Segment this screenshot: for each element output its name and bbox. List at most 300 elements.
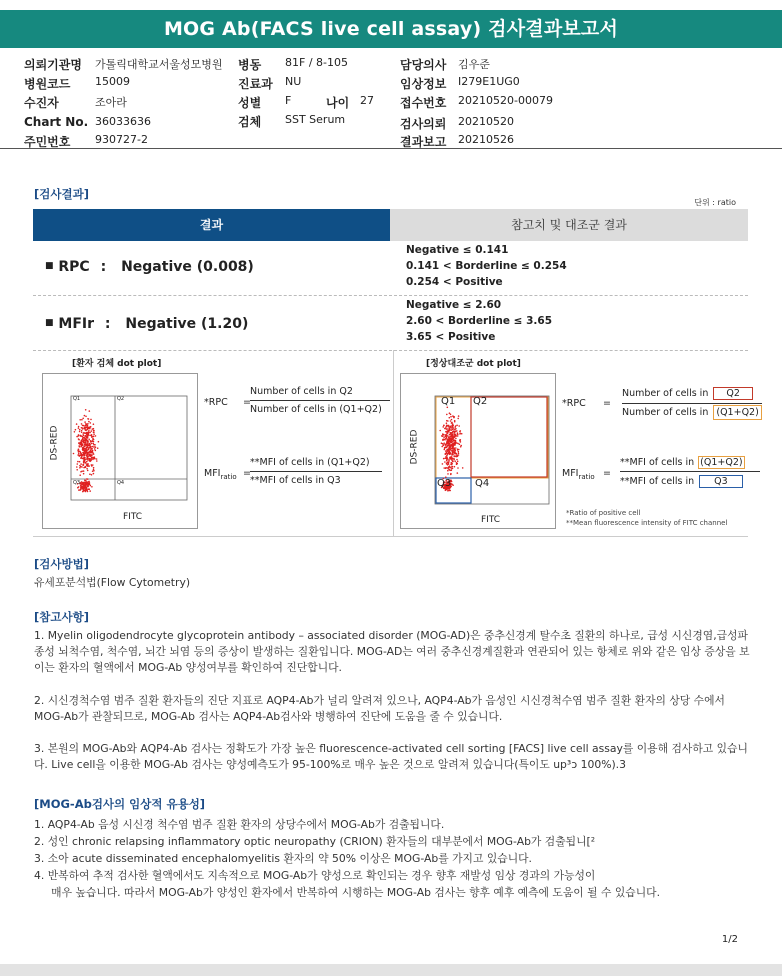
control-mfi-label bbox=[562, 468, 595, 481]
scatter-dot bbox=[86, 482, 88, 484]
mfir-ref-line: 2.60 < Borderline ≤ 3.65 bbox=[406, 315, 553, 327]
scatter-dot bbox=[79, 431, 81, 433]
scatter-dot bbox=[450, 474, 452, 476]
scatter-dot bbox=[79, 419, 81, 421]
scatter-dot bbox=[442, 433, 444, 435]
scatter-dot bbox=[95, 435, 97, 437]
scatter-dot bbox=[79, 446, 81, 448]
scatter-dot bbox=[86, 423, 88, 425]
scatter-dot bbox=[447, 473, 449, 475]
scatter-dot bbox=[85, 409, 87, 411]
scatter-dot bbox=[92, 470, 94, 472]
plot-divider bbox=[393, 350, 394, 537]
scatter-dot bbox=[450, 434, 452, 436]
scatter-dot bbox=[449, 490, 451, 492]
scatter-dot bbox=[83, 449, 85, 451]
formula-text: Number of cells in bbox=[622, 407, 709, 418]
scatter-dot bbox=[86, 451, 88, 453]
scatter-dot bbox=[83, 427, 85, 429]
scatter-dot bbox=[91, 486, 93, 488]
scatter-dot bbox=[455, 456, 457, 458]
scatter-dot bbox=[454, 453, 456, 455]
scatter-dot bbox=[84, 439, 86, 441]
scatter-dot bbox=[86, 452, 88, 454]
scatter-dot bbox=[89, 445, 91, 447]
scatter-dot bbox=[88, 430, 90, 432]
scatter-dot bbox=[83, 483, 85, 485]
scatter-dot bbox=[445, 445, 447, 447]
scatter-dot bbox=[98, 441, 100, 443]
mfir-colon: : bbox=[104, 316, 111, 332]
dept-value: NU bbox=[285, 75, 302, 88]
scatter-dot bbox=[448, 452, 450, 454]
scatter-dot bbox=[88, 418, 90, 420]
scatter-dot bbox=[456, 430, 458, 432]
scatter-dot bbox=[81, 457, 83, 459]
scatter-dot bbox=[446, 459, 448, 461]
mfir-reference bbox=[406, 297, 552, 345]
scatter-dot bbox=[93, 457, 95, 459]
scatter-dot bbox=[93, 430, 95, 432]
scatter-dot bbox=[87, 486, 89, 488]
scatter-dot bbox=[441, 442, 443, 444]
scatter-dot bbox=[88, 465, 90, 467]
scatter-dot bbox=[93, 432, 95, 434]
scatter-dot bbox=[455, 428, 457, 430]
scatter-dot bbox=[454, 420, 456, 422]
list-item: 3. 소아 acute disseminated encephalomyelitis 환자의 약 50% 이상은 MOG-Ab를 가지고 있습니다. bbox=[34, 852, 532, 865]
patient-mfi-numerator: **MFI of cells in (Q1+Q2) bbox=[250, 457, 370, 468]
scatter-dot bbox=[87, 457, 89, 459]
patient-xlabel: FITC bbox=[123, 512, 143, 522]
scatter-dot bbox=[457, 418, 459, 420]
scatter-dot bbox=[455, 447, 457, 449]
scatter-dot bbox=[87, 445, 89, 447]
scatter-dot bbox=[451, 466, 453, 468]
request-value: 20210520 bbox=[458, 115, 514, 128]
scatter-dot bbox=[81, 427, 83, 429]
patient-mfi-eq: = bbox=[243, 468, 251, 479]
scatter-dot bbox=[79, 461, 81, 463]
scatter-dot bbox=[448, 468, 450, 470]
scatter-dot bbox=[84, 487, 86, 489]
scatter-dot bbox=[449, 436, 451, 438]
scatter-dot bbox=[451, 459, 453, 461]
scatter-dot bbox=[83, 473, 85, 475]
scatter-dot bbox=[450, 414, 452, 416]
scatter-dot bbox=[91, 454, 93, 456]
scatter-dot bbox=[78, 426, 80, 428]
scatter-dot bbox=[82, 447, 84, 449]
scatter-dot bbox=[458, 454, 460, 456]
scatter-dot bbox=[83, 432, 85, 434]
reference-paragraph-2 bbox=[34, 693, 750, 725]
result-row-rpc bbox=[33, 241, 748, 295]
scatter-dot bbox=[447, 439, 449, 441]
scatter-dot bbox=[93, 469, 95, 471]
scatter-dot bbox=[91, 452, 93, 454]
scatter-dot bbox=[90, 441, 92, 443]
scatter-dot bbox=[77, 454, 79, 456]
receipt-label: 접수번호 bbox=[400, 96, 447, 110]
control-ylabel: DS-RED bbox=[409, 429, 420, 465]
scatter-dot bbox=[445, 434, 447, 436]
scatter-dot bbox=[78, 434, 80, 436]
scatter-dot bbox=[445, 456, 447, 458]
scatter-dot bbox=[80, 444, 82, 446]
scatter-dot bbox=[91, 434, 93, 436]
rpc-colon: : bbox=[100, 259, 107, 275]
scatter-dot bbox=[88, 439, 90, 441]
scatter-dot bbox=[78, 427, 80, 429]
scatter-dot bbox=[97, 447, 99, 449]
formula-text: Number of cells in bbox=[622, 388, 709, 399]
scatter-dot bbox=[454, 432, 456, 434]
scatter-dot bbox=[88, 428, 90, 430]
scatter-dot bbox=[89, 435, 91, 437]
info-divider bbox=[0, 148, 782, 149]
paragraph-text: 1. Myelin oligodendrocyte glycoprotein antibody – associated disorder (MOG-AD)은 중추신경계 탈수초 질환의 하나로, 급성 시신경염,급성파종성 뇌척수염, 척수염, 뇌간 뇌염 등의 증상이 발생하는 질환입니다. MOG-AD는 여러 중추신경계질환과 연관되어 있는 항체로 위와 같은 임상 증상을 보이는 환자의 혈액에서 MOG-Ab 양성여부를 확인하여 진단합니다. bbox=[34, 629, 750, 674]
patient-value: 조아라 bbox=[95, 96, 127, 109]
scatter-dot bbox=[92, 446, 94, 448]
mfi-text: MFI bbox=[204, 468, 221, 479]
hospital-code-label: 병원코드 bbox=[24, 77, 71, 91]
scatter-dot bbox=[88, 421, 90, 423]
scatter-dot bbox=[77, 487, 79, 489]
scatter-dot bbox=[81, 442, 83, 444]
control-mfi-eq: = bbox=[603, 468, 611, 479]
clinical-use-section-title: [MOG-Ab검사의 임상적 유용성] bbox=[34, 797, 206, 811]
scatter-dot bbox=[449, 439, 451, 441]
scatter-dot bbox=[88, 452, 90, 454]
scatter-dot bbox=[84, 451, 86, 453]
scatter-dot bbox=[77, 461, 79, 463]
scatter-dot bbox=[73, 453, 75, 455]
reference-paragraph-1 bbox=[34, 628, 750, 676]
scatter-dot bbox=[91, 464, 93, 466]
patient-mfi-denominator: **MFI of cells in Q3 bbox=[250, 475, 341, 486]
scatter-dot bbox=[87, 437, 89, 439]
scatter-dot bbox=[80, 489, 82, 491]
scatter-dot bbox=[93, 453, 95, 455]
scatter-dot bbox=[76, 466, 78, 468]
scatter-dot bbox=[454, 452, 456, 454]
age-value: 27 bbox=[360, 94, 374, 107]
scatter-dot bbox=[447, 445, 449, 447]
scatter-dot bbox=[83, 455, 85, 457]
rpc-result bbox=[45, 259, 254, 275]
scatter-dot bbox=[78, 489, 80, 491]
fraction-line bbox=[250, 400, 390, 401]
result-row-mfir bbox=[33, 296, 748, 350]
scatter-dot bbox=[448, 426, 450, 428]
results-section-title: [검사결과] bbox=[34, 187, 89, 201]
scatter-dot bbox=[96, 460, 98, 462]
result-column-header: 결과 bbox=[33, 209, 390, 241]
scatter-dot bbox=[458, 415, 460, 417]
scatter-dot bbox=[456, 425, 458, 427]
scatter-dot bbox=[445, 468, 447, 470]
scatter-dot bbox=[446, 428, 448, 430]
scatter-dot bbox=[445, 447, 447, 449]
reference-column-header: 참고치 및 대조군 결과 bbox=[390, 209, 748, 241]
scatter-dot bbox=[92, 451, 94, 453]
receipt-value: 20210520-00079 bbox=[458, 94, 553, 107]
mfir-ref-line: 3.65 < Positive bbox=[406, 331, 496, 343]
scatter-dot bbox=[452, 429, 454, 431]
scatter-dot bbox=[460, 441, 462, 443]
scatter-dot bbox=[448, 437, 450, 439]
scatter-dot bbox=[82, 488, 84, 490]
scatter-dot bbox=[95, 450, 97, 452]
scatter-dot bbox=[76, 436, 78, 438]
clinical-label: 임상정보 bbox=[400, 77, 447, 91]
scatter-dot bbox=[83, 490, 85, 492]
scatter-dot bbox=[446, 450, 448, 452]
scatter-dot bbox=[85, 467, 87, 469]
scatter-dot bbox=[445, 457, 447, 459]
scatter-dot bbox=[86, 468, 88, 470]
scatter-dot bbox=[443, 458, 445, 460]
scatter-dot bbox=[86, 429, 88, 431]
dept-label: 진료과 bbox=[238, 77, 273, 91]
patient-plot-title: [환자 검체 dot plot] bbox=[72, 359, 162, 369]
scatter-dot bbox=[81, 454, 83, 456]
row-divider bbox=[33, 350, 748, 351]
scatter-dot bbox=[89, 410, 91, 412]
plots-bottom-divider bbox=[33, 536, 748, 537]
scatter-dot bbox=[448, 459, 450, 461]
scatter-dot bbox=[449, 446, 451, 448]
scatter-dot bbox=[87, 434, 89, 436]
scatter-dot bbox=[87, 449, 89, 451]
scatter-dot bbox=[443, 444, 445, 446]
bullet-icon: ■ bbox=[45, 318, 54, 328]
scatter-dot bbox=[449, 454, 451, 456]
scatter-dot bbox=[446, 463, 448, 465]
scatter-dot bbox=[449, 470, 451, 472]
institution-label: 의뢰기관명 bbox=[24, 58, 82, 72]
control-plot-title: [정상대조군 dot plot] bbox=[426, 359, 521, 369]
scatter-dot bbox=[85, 429, 87, 431]
scatter-dot bbox=[78, 438, 80, 440]
scatter-dot bbox=[80, 463, 82, 465]
scatter-dot bbox=[81, 419, 83, 421]
scatter-dot bbox=[447, 420, 449, 422]
scatter-dot bbox=[83, 470, 85, 472]
scatter-dot bbox=[446, 422, 448, 424]
rpc-value: Negative (0.008) bbox=[121, 259, 254, 275]
scatter-dot bbox=[454, 460, 456, 462]
scatter-dot bbox=[84, 421, 86, 423]
q1q2-boxed-term: (Q1+Q2) bbox=[700, 457, 743, 468]
mfi-sub: ratio bbox=[220, 472, 237, 481]
list-item: 매우 높습니다. 따라서 MOG-Ab가 양성인 환자에서 반복하여 시행하는 MOG-Ab 검사는 향후 예후 예측에 도움이 될 수 있습니다. bbox=[34, 886, 660, 899]
rpc-ref-line: 0.141 < Borderline ≤ 0.254 bbox=[406, 260, 567, 272]
scatter-dot bbox=[451, 419, 453, 421]
mfir-value: Negative (1.20) bbox=[125, 316, 249, 332]
q2-label: Q2 bbox=[473, 396, 488, 407]
scatter-dot bbox=[93, 467, 95, 469]
scatter-dot bbox=[84, 435, 86, 437]
formula-text: **MFI of cells in bbox=[620, 476, 695, 487]
scatter-dot bbox=[81, 430, 83, 432]
control-rpc-denominator bbox=[622, 405, 762, 420]
control-rpc-eq: = bbox=[603, 398, 611, 409]
scatter-dot bbox=[444, 428, 446, 430]
scatter-dot bbox=[445, 453, 447, 455]
scatter-dot bbox=[454, 434, 456, 436]
patient-rpc-eq: = bbox=[243, 397, 251, 408]
scatter-dot bbox=[452, 468, 454, 470]
scatter-dot bbox=[85, 480, 87, 482]
scatter-dot bbox=[95, 447, 97, 449]
scatter-dot bbox=[453, 428, 455, 430]
scatter-dot bbox=[459, 439, 461, 441]
scatter-dot bbox=[446, 414, 448, 416]
scatter-dot bbox=[92, 459, 94, 461]
scatter-dot bbox=[455, 441, 457, 443]
scatter-dot bbox=[80, 488, 82, 490]
scatter-dot bbox=[87, 465, 89, 467]
scatter-dot bbox=[90, 419, 92, 421]
age-label: 나이 bbox=[326, 96, 350, 110]
scatter-dot bbox=[89, 432, 91, 434]
q2-boxed-term: Q2 bbox=[713, 387, 753, 400]
q2-label: Q2 bbox=[117, 396, 125, 402]
q3-label: Q3 bbox=[73, 480, 81, 486]
scatter-dot bbox=[85, 489, 87, 491]
scatter-dot bbox=[80, 471, 82, 473]
scatter-dot bbox=[89, 483, 91, 485]
scatter-dot bbox=[450, 416, 452, 418]
scatter-dot bbox=[451, 454, 453, 456]
scatter-dot bbox=[461, 433, 463, 435]
scatter-dot bbox=[448, 430, 450, 432]
scatter-dot bbox=[81, 423, 83, 425]
q4-label: Q4 bbox=[475, 478, 490, 489]
scatter-dot bbox=[83, 425, 85, 427]
fraction-line bbox=[622, 403, 762, 404]
paragraph-text: 3. 본원의 MOG-Ab와 AQP4-Ab 검사는 정확도가 가장 높은 fluorescence-activated cell sorting [FACS] live cell assay를 이용해 검사하고 있습니다. Live cell을 이용한 MOG-Ab 검사는 양성예측도가 95-100%로 매우 높은 것으로 알려져 있습니다(특이도 up³ↄ 100%).3 bbox=[34, 742, 748, 771]
scatter-dot bbox=[457, 449, 459, 451]
ward-value: 81F / 8-105 bbox=[285, 56, 348, 69]
patient-ylabel: DS-RED bbox=[49, 425, 60, 461]
scatter-dot bbox=[84, 415, 86, 417]
scatter-dot bbox=[462, 467, 464, 469]
doctor-label: 담당의사 bbox=[400, 58, 447, 72]
q1-label: Q1 bbox=[73, 396, 81, 402]
institution-value: 가톨릭대학교서울성모병원 bbox=[95, 58, 223, 71]
footnote-mfi: **Mean fluorescence intensity of FITC channel bbox=[566, 519, 728, 527]
reference-paragraph-3 bbox=[34, 741, 750, 773]
q1-label: Q1 bbox=[441, 396, 456, 407]
ward-label: 병동 bbox=[238, 58, 262, 72]
scatter-dot bbox=[93, 433, 95, 435]
patient-info bbox=[0, 56, 782, 148]
scatter-dot bbox=[81, 440, 83, 442]
scatter-dot bbox=[85, 416, 87, 418]
scatter-dot bbox=[455, 449, 457, 451]
scatter-dot bbox=[452, 431, 454, 433]
scatter-dot bbox=[91, 436, 93, 438]
clinical-value: I279E1UG0 bbox=[458, 75, 520, 88]
scatter-dot bbox=[84, 448, 86, 450]
scatter-dot bbox=[86, 454, 88, 456]
hospital-code-value: 15009 bbox=[95, 75, 130, 88]
scatter-dot bbox=[452, 415, 454, 417]
q3-boxed-term: Q3 bbox=[699, 475, 743, 488]
q1q2-boxed-term: (Q1+Q2) bbox=[713, 405, 761, 420]
scatter-dot bbox=[86, 447, 88, 449]
scatter-dot bbox=[443, 436, 445, 438]
mfir-name: MFIr bbox=[58, 316, 94, 332]
scatter-dot bbox=[459, 444, 461, 446]
fraction-line bbox=[620, 471, 760, 472]
report-date-value: 20210526 bbox=[458, 133, 514, 146]
q4-label: Q4 bbox=[117, 480, 125, 486]
scatter-dot bbox=[458, 425, 460, 427]
scatter-dot bbox=[443, 442, 445, 444]
scatter-dot bbox=[87, 423, 89, 425]
mfi-sub: ratio bbox=[578, 472, 595, 481]
scatter-dot bbox=[89, 447, 91, 449]
request-label: 검사의뢰 bbox=[400, 117, 447, 131]
scatter-dot bbox=[453, 444, 455, 446]
scatter-dot bbox=[443, 425, 445, 427]
report-title: MOG Ab(FACS live cell assay) 검사결과보고서 bbox=[0, 10, 782, 48]
scatter-dot bbox=[89, 490, 91, 492]
patient-rpc-denominator: Number of cells in (Q1+Q2) bbox=[250, 404, 382, 415]
scatter-dot bbox=[448, 425, 450, 427]
scatter-dot bbox=[442, 463, 444, 465]
scatter-dot bbox=[82, 437, 84, 439]
bullet-icon: ■ bbox=[45, 261, 54, 271]
scatter-dot bbox=[449, 417, 451, 419]
control-mfi-denominator bbox=[620, 475, 743, 488]
control-mfi-numerator bbox=[620, 456, 745, 469]
scatter-dot bbox=[81, 431, 83, 433]
scatter-dot bbox=[87, 484, 89, 486]
scatter-dot bbox=[91, 474, 93, 476]
patient-rpc-numerator: Number of cells in Q2 bbox=[250, 386, 353, 397]
scatter-dot bbox=[76, 469, 78, 471]
paragraph-text: 2. 시신경척수염 범주 질환 환자들의 진단 지표로 AQP4-Ab가 널리 알려져 있으나, AQP4-Ab가 음성인 시신경척수염 범주 질환 환자의 상당 수에서 MOG-Ab가 관찰되므로, MOG-Ab 검사는 AQP4-Ab검사와 병행하여 진단에 도움을 줄 수 있습니다. bbox=[34, 694, 725, 723]
scatter-dot bbox=[451, 427, 453, 429]
control-dot-plot bbox=[400, 373, 556, 529]
scatter-dot bbox=[96, 458, 98, 460]
scatter-dot bbox=[451, 422, 453, 424]
method-section-title: [검사방법] bbox=[34, 557, 89, 571]
scatter-dot bbox=[457, 434, 459, 436]
scatter-dot bbox=[455, 438, 457, 440]
scatter-dot bbox=[449, 444, 451, 446]
scatter-dot bbox=[449, 457, 451, 459]
rpc-reference bbox=[406, 242, 567, 290]
scatter-dot bbox=[92, 428, 94, 430]
sex-value: F bbox=[285, 94, 292, 107]
scatter-dot bbox=[454, 466, 456, 468]
resident-value: 930727-2 bbox=[95, 133, 148, 146]
doctor-value: 김우준 bbox=[458, 58, 490, 71]
scatter-dot bbox=[94, 448, 96, 450]
scatter-dot bbox=[86, 463, 88, 465]
scatter-dot bbox=[80, 435, 82, 437]
patient-rpc-label: *RPC bbox=[204, 397, 228, 408]
scatter-dot bbox=[451, 464, 453, 466]
scatter-dot bbox=[85, 484, 87, 486]
scatter-dot bbox=[89, 473, 91, 475]
